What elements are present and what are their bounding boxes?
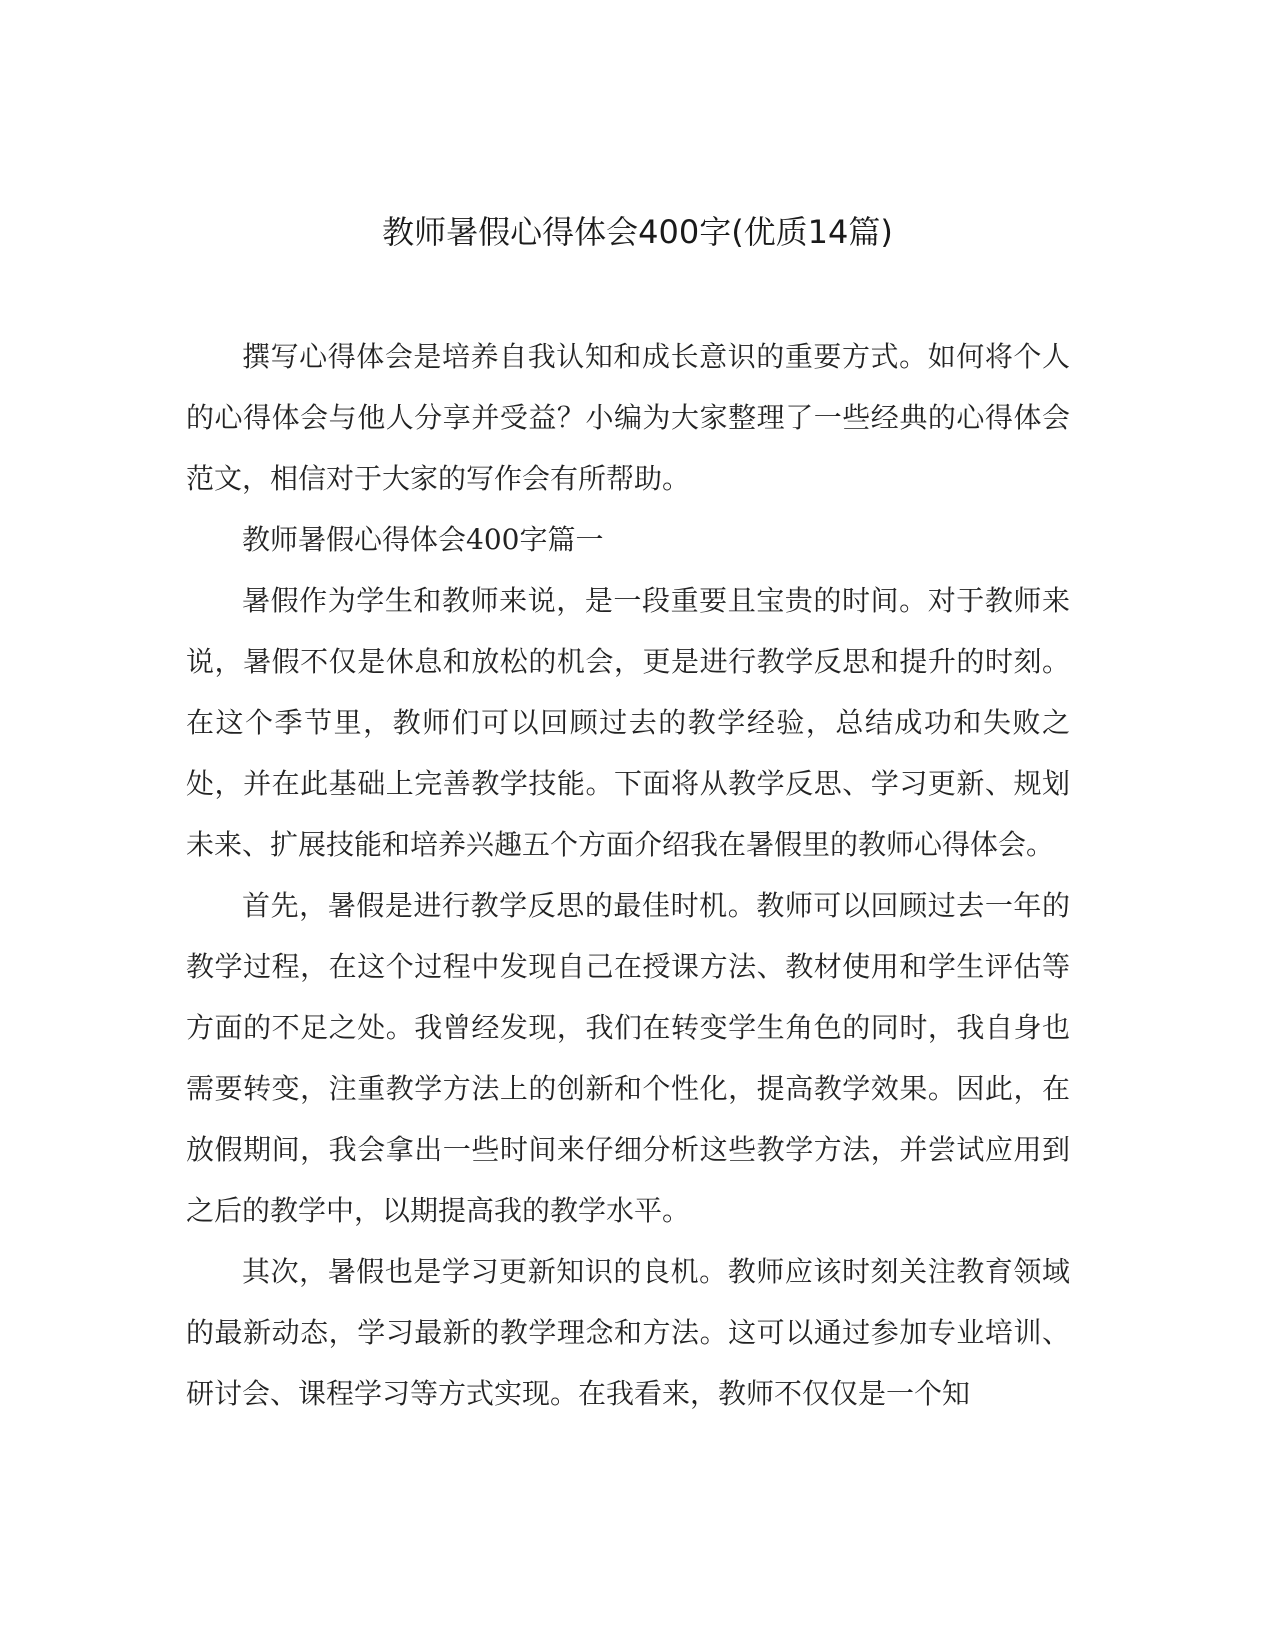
document-title: 教师暑假心得体会400字(优质14篇) bbox=[382, 213, 893, 251]
body-paragraph: 其次，暑假也是学习更新知识的良机。教师应该时刻关注教育领域的最新动态，学习最新的教学理念和方法。这可以通过参加专业培训、研讨会、课程学习等方式实现。在我看来，教师不仅仅是一个知 bbox=[186, 1255, 1070, 1410]
body-paragraph: 首先，暑假是进行教学反思的最佳时机。教师可以回顾过去一年的教学过程，在这个过程中发现自己在授课方法、教材使用和学生评估等方面的不足之处。我曾经发现，我们在转变学生角色的同时，我自身也需要转变，注重教学方法上的创新和个性化，提高教学效果。因此，在放假期间，我会拿出一些时间来仔细分析这些教学方法，并尝试应用到之后的教学中，以期提高我的教学水平。 bbox=[186, 889, 1070, 1227]
intro-paragraph: 撰写心得体会是培养自我认知和成长意识的重要方式。如何将个人的心得体会与他人分享并受益？小编为大家整理了一些经典的心得体会范文，相信对于大家的写作会有所帮助。 bbox=[186, 340, 1070, 495]
body-paragraph: 暑假作为学生和教师来说，是一段重要且宝贵的时间。对于教师来说，暑假不仅是休息和放松的机会，更是进行教学反思和提升的时刻。在这个季节里，教师们可以回顾过去的教学经验，总结成功和失败之处，并在此基础上完善教学技能。下面将从教学反思、学习更新、规划未来、扩展技能和培养兴趣五个方面介绍我在暑假里的教师心得体会。 bbox=[186, 584, 1070, 861]
document-body bbox=[186, 326, 1070, 1424]
section-heading: 教师暑假心得体会400字篇一 bbox=[242, 523, 604, 556]
